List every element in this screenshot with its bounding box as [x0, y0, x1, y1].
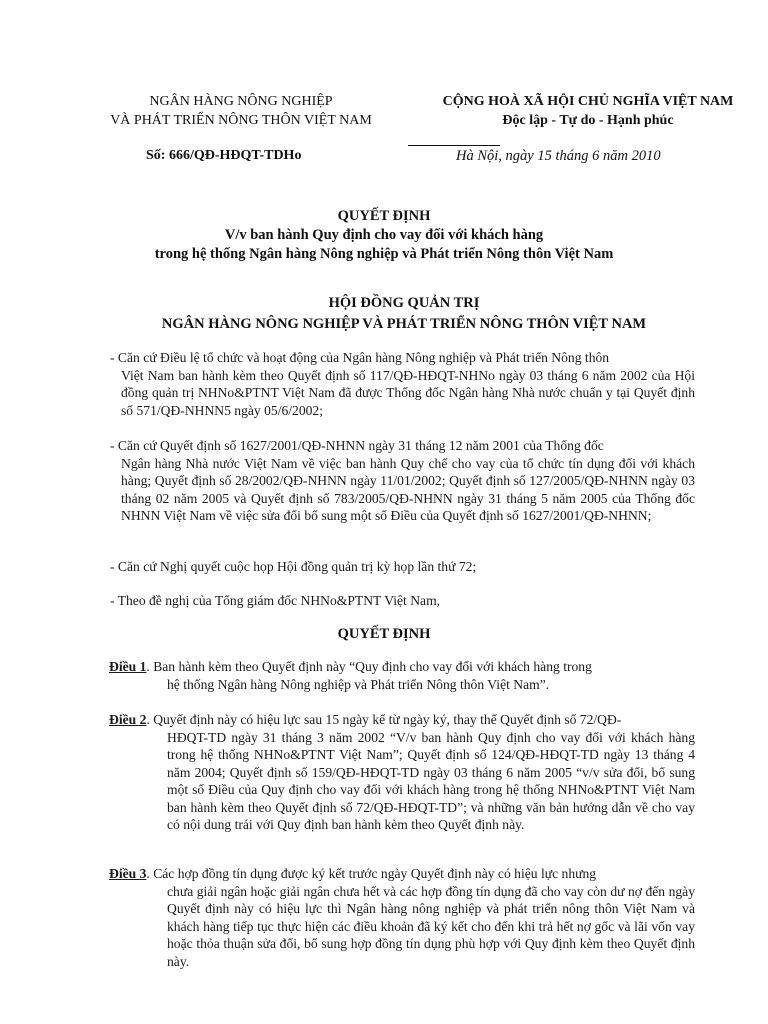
article-1-first: . Ban hành kèm theo Quyết định này “Quy định cho vay đối với khách hàng trong [146, 659, 592, 674]
article-1-label: Điều 1 [109, 659, 147, 674]
article-2-rest: HĐQT-TD ngày 31 tháng 3 năm 2002 “V/v ban hành Quy định cho vay đối với khách hàng trong hệ thống NHNo&PTNT Việt Nam”; Quyết định số 124/QĐ-HĐQT-TD ngày 13 tháng 4 năm 2004; Quyết định số 159/QĐ-HĐQT-TD ngày 03 tháng 6 năm 2005 “v/v sửa đổi, bổ sung một số Điều của Quy định cho vay đối với khách hàng trong hệ thống NHNo&PTNT Việt Nam ban hành kèm theo Quyết định số 72/QĐ-HĐQT-TD”; và những văn bản hướng dẫn về cho vay có nội dung trái với Quy định ban hành kèm theo Quyết định này. [167, 729, 695, 832]
issuer-name-line2: VÀ PHÁT TRIỂN NÔNG THÔN VIỆT NAM [110, 113, 372, 128]
article-1-rest: hệ thống Ngân hàng Nông nghiệp và Phát triển Nông thôn Việt Nam”. [167, 676, 550, 692]
article-2-first: . Quyết định này có hiệu lực sau 15 ngày kể từ ngày ký, thay thế Quyết định số 72/QĐ- [146, 712, 622, 727]
article-3 [109, 865, 695, 970]
motto-underline [408, 145, 500, 146]
decision-title: QUYẾT ĐỊNH [337, 208, 431, 224]
nation-name: CỘNG HOÀ XÃ HỘI CHỦ NGHĨA VIỆT NAM [442, 94, 734, 109]
legal-basis-2-rest: Ngân hàng Nhà nước Việt Nam về việc ban hành Quy chế cho vay của tổ chức tín dụng đối với khách hàng; Quyết định số 28/2002/QĐ-NHNN ngày 11/01/2002; Quyết định số 127/2005/QĐ-NHNN ngày 03 tháng 02 năm 2005 và Quyết định số 783/2005/QĐ-NHNN ngày 31 tháng 5 năm 2005 của Thống đốc NHNN Việt Nam về việc sửa đổi bổ sung một số Điều của Quyết định số 1627/2001/QĐ-NHNN; [121, 455, 695, 523]
legal-basis-4-text: - Theo đề nghị của Tổng giám đốc NHNo&PTNT Việt Nam, [110, 593, 441, 608]
board-name: HỘI ĐỒNG QUẢN TRỊ [328, 295, 480, 311]
issuer-name-line1: NGÂN HÀNG NÔNG NGHIỆP [149, 94, 333, 109]
legal-basis-3 [110, 558, 695, 576]
decide-heading: QUYẾT ĐỊNH [337, 626, 431, 642]
article-3-first: . Các hợp đồng tín dụng được ký kết trước ngày Quyết định này có hiệu lực nhưng [146, 866, 597, 881]
legal-basis-1-first: - Căn cứ Điều lệ tổ chức và hoạt động của Ngân hàng Nông nghiệp và Phát triển Nông thôn [110, 350, 610, 365]
national-motto-block [408, 92, 768, 130]
issuer-block [110, 92, 372, 130]
board-block [0, 293, 768, 335]
legal-basis-1 [110, 349, 695, 419]
article-3-label: Điều 3 [109, 866, 147, 881]
place-date: Hà Nội, ngày 15 tháng 6 năm 2010 [456, 148, 661, 164]
decision-subject-line2: trong hệ thống Ngân hàng Nông nghiệp và Phát triển Nông thôn Việt Nam [154, 246, 614, 262]
legal-basis-1-rest: Việt Nam ban hành kèm theo Quyết định số 117/QĐ-HĐQT-NHNo ngày 03 tháng 6 năm 2002 của Hội đồng quản trị NHNo&PTNT Việt Nam đã được Thống đốc Ngân hàng Nhà nước chuẩn y tại Quyết định số 571/QĐ-NHNN5 ngày 05/6/2002; [121, 367, 695, 418]
article-3-rest: chưa giải ngân hoặc giải ngân chưa hết và các hợp đồng tín dụng đã cho vay còn dư nợ đến ngày Quyết định này có hiệu lực thì Ngân hàng nông nghiệp và phát triển nông thôn Việt Nam và khách hàng tiếp tục thực hiện các điều khoản đã ký kết cho đến khi trả hết nợ gốc và lãi vốn vay hoặc thỏa thuận sửa đổi, bổ sung hợp đồng tín dụng phù hợp với Quy định kèm theo Quyết định này. [167, 883, 695, 969]
board-bank-name: NGÂN HÀNG NÔNG NGHIỆP VÀ PHÁT TRIỂN NÔNG THÔN VIỆT NAM [161, 316, 647, 332]
article-2 [109, 711, 695, 834]
legal-basis-3-text: - Căn cứ Nghị quyết cuộc họp Hội đồng quản trị kỳ họp lần thứ 72; [110, 559, 477, 574]
document-number: Số: 666/QĐ-HĐQT-TDHo [146, 148, 302, 163]
article-1 [109, 658, 695, 693]
decision-title-block [0, 207, 768, 264]
article-2-label: Điều 2 [109, 712, 147, 727]
legal-basis-2-first: - Căn cứ Quyết định số 1627/2001/QĐ-NHNN ngày 31 tháng 12 năm 2001 của Thống đốc [110, 438, 604, 453]
decision-subject-line1: V/v ban hành Quy định cho vay đối với khách hàng [224, 227, 544, 243]
legal-basis-2 [110, 437, 695, 525]
nation-motto: Độc lập - Tự do - Hạnh phúc [502, 113, 674, 128]
legal-basis-4 [110, 592, 695, 610]
